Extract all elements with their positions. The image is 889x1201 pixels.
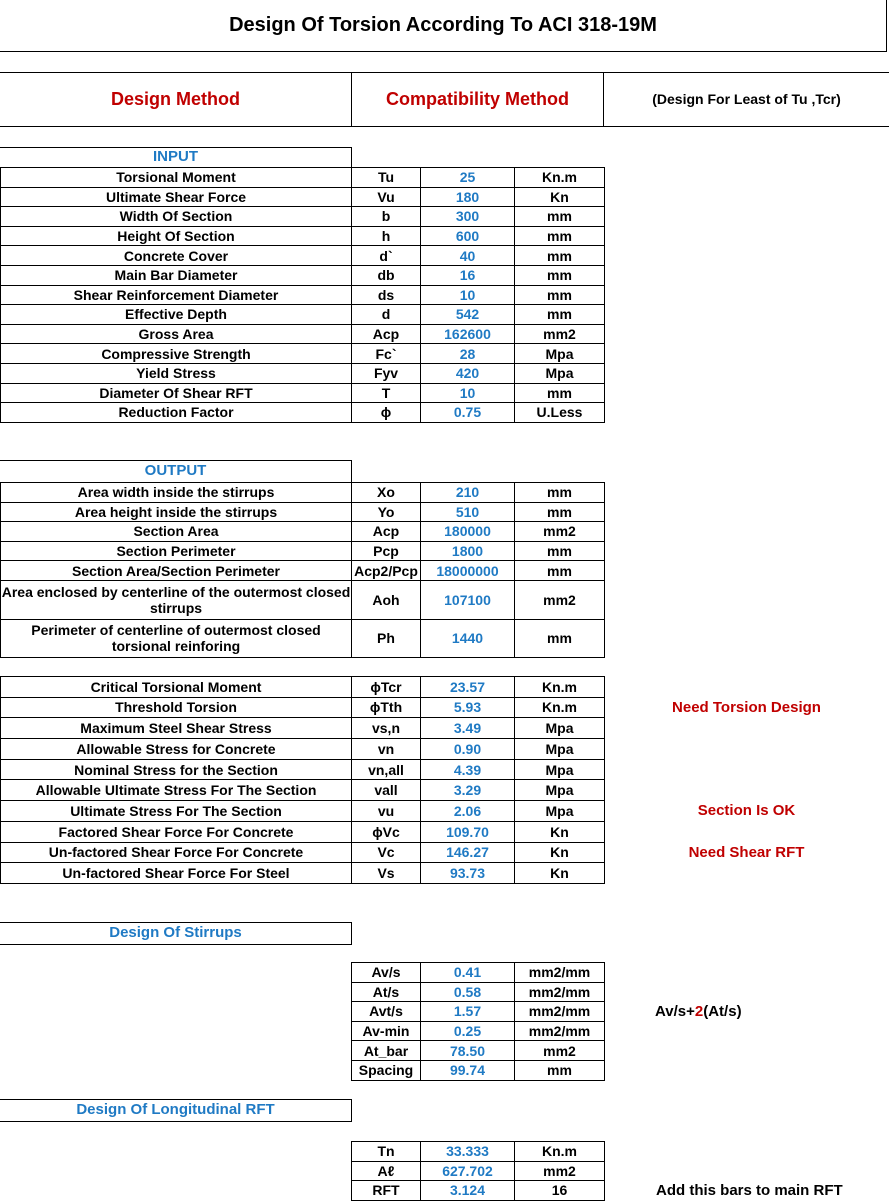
row-label: Torsional Moment xyxy=(1,168,352,188)
row-value[interactable]: 600 xyxy=(421,226,515,246)
row-unit: mm xyxy=(515,246,605,266)
input-header: INPUT xyxy=(0,147,352,168)
row-value[interactable]: 2.06 xyxy=(421,801,515,822)
row-unit: mm2/mm xyxy=(515,1021,605,1041)
table-row xyxy=(1,739,605,760)
check-status-note: Section Is OK xyxy=(697,802,796,820)
row-label: Area width inside the stirrups xyxy=(1,483,352,503)
longitudinal-header: Design Of Longitudinal RFT xyxy=(0,1099,352,1122)
table-row xyxy=(1,580,605,619)
row-label: Yield Stress xyxy=(1,363,352,383)
table-row xyxy=(352,982,605,1002)
table-row xyxy=(1,619,605,657)
row-label: Height Of Section xyxy=(1,226,352,246)
row-symbol: Aoh xyxy=(352,580,421,619)
row-symbol: ds xyxy=(352,285,421,305)
row-value[interactable]: 4.39 xyxy=(421,759,515,780)
row-value[interactable]: 10 xyxy=(421,383,515,403)
table-row xyxy=(1,502,605,522)
row-symbol: ϕ xyxy=(352,403,421,423)
row-symbol: Yo xyxy=(352,502,421,522)
table-row xyxy=(1,483,605,503)
row-symbol: d` xyxy=(352,246,421,266)
row-symbol: Ph xyxy=(352,619,421,657)
row-symbol: At/s xyxy=(352,982,421,1002)
row-unit: Kn xyxy=(515,842,605,863)
row-value[interactable]: 25 xyxy=(421,168,515,188)
row-value[interactable]: 3.49 xyxy=(421,718,515,739)
table-row xyxy=(352,963,605,983)
row-unit: Kn xyxy=(515,863,605,884)
row-symbol: db xyxy=(352,265,421,285)
row-value[interactable]: 78.50 xyxy=(421,1041,515,1061)
row-label: Factored Shear Force For Concrete xyxy=(1,821,352,842)
row-label: Section Perimeter xyxy=(1,541,352,561)
row-symbol: Vs xyxy=(352,863,421,884)
row-label: Critical Torsional Moment xyxy=(1,677,352,698)
row-unit: mm xyxy=(515,502,605,522)
table-row xyxy=(1,265,605,285)
formula-factor: 2 xyxy=(694,1003,704,1020)
row-label: Ultimate Shear Force xyxy=(1,187,352,207)
row-label: Reduction Factor xyxy=(1,403,352,423)
table-row xyxy=(1,718,605,739)
row-unit: mm2 xyxy=(515,324,605,344)
row-value[interactable]: 0.25 xyxy=(421,1021,515,1041)
row-unit: mm2/mm xyxy=(515,963,605,983)
table-row xyxy=(352,1161,605,1181)
row-unit: mm xyxy=(515,226,605,246)
row-value[interactable]: 420 xyxy=(421,363,515,383)
row-value[interactable]: 109.70 xyxy=(421,821,515,842)
table-row xyxy=(1,759,605,780)
table-row xyxy=(352,1002,605,1022)
row-unit: mm2 xyxy=(515,1041,605,1061)
row-symbol: vn,all xyxy=(352,759,421,780)
table-row xyxy=(1,541,605,561)
row-value[interactable]: 99.74 xyxy=(421,1060,515,1080)
table-row xyxy=(1,344,605,364)
row-symbol: Fyv xyxy=(352,363,421,383)
table-row xyxy=(1,821,605,842)
row-value[interactable]: 627.702 xyxy=(421,1161,515,1181)
longitudinal-note: Add this bars to main RFT xyxy=(656,1182,843,1199)
row-value[interactable]: 107100 xyxy=(421,580,515,619)
row-value[interactable]: 28 xyxy=(421,344,515,364)
row-label: Section Area xyxy=(1,522,352,542)
table-row xyxy=(1,780,605,801)
row-symbol: Acp2/Pcp xyxy=(352,561,421,581)
row-label: Main Bar Diameter xyxy=(1,265,352,285)
row-value[interactable]: 40 xyxy=(421,246,515,266)
row-value[interactable]: 3.29 xyxy=(421,780,515,801)
row-unit: Kn.m xyxy=(515,1142,605,1162)
row-unit: mm2/mm xyxy=(515,1002,605,1022)
table-row xyxy=(352,1142,605,1162)
row-label: Perimeter of centerline of outermost closed torsional reinforing xyxy=(1,619,352,657)
row-unit: Kn.m xyxy=(515,677,605,698)
row-symbol: Acp xyxy=(352,324,421,344)
row-label: Effective Depth xyxy=(1,305,352,325)
row-symbol: Aℓ xyxy=(352,1161,421,1181)
design-method-note: (Design For Least of Tu ,Tcr) xyxy=(603,72,889,127)
row-symbol: At_bar xyxy=(352,1041,421,1061)
row-symbol: Av-min xyxy=(352,1021,421,1041)
row-symbol: h xyxy=(352,226,421,246)
row-unit: mm2 xyxy=(515,580,605,619)
row-unit: 16 xyxy=(515,1181,605,1201)
design-method-value[interactable]: Compatibility Method xyxy=(351,72,604,127)
row-symbol: b xyxy=(352,207,421,227)
row-unit: Mpa xyxy=(515,718,605,739)
table-row xyxy=(1,363,605,383)
row-symbol: d xyxy=(352,305,421,325)
row-unit: Mpa xyxy=(515,780,605,801)
row-symbol: Xo xyxy=(352,483,421,503)
row-symbol: Spacing xyxy=(352,1060,421,1080)
table-row xyxy=(1,246,605,266)
row-value[interactable]: 16 xyxy=(421,265,515,285)
row-unit: mm xyxy=(515,285,605,305)
row-label: Shear Reinforcement Diameter xyxy=(1,285,352,305)
table-row xyxy=(1,863,605,884)
row-unit: Kn xyxy=(515,821,605,842)
row-symbol: vn xyxy=(352,739,421,760)
row-symbol: vs,n xyxy=(352,718,421,739)
row-label: Maximum Steel Shear Stress xyxy=(1,718,352,739)
row-unit: Mpa xyxy=(515,759,605,780)
row-value[interactable]: 33.333 xyxy=(421,1142,515,1162)
row-symbol: T xyxy=(352,383,421,403)
table-row xyxy=(1,842,605,863)
row-unit: Mpa xyxy=(515,363,605,383)
stirrups-table xyxy=(351,962,605,1081)
table-row xyxy=(1,383,605,403)
row-unit: mm xyxy=(515,541,605,561)
row-unit: Kn xyxy=(515,187,605,207)
row-label: Un-factored Shear Force For Concrete xyxy=(1,842,352,863)
formula-pre: Av/s+ xyxy=(655,1003,695,1020)
table-row xyxy=(1,207,605,227)
row-symbol: vu xyxy=(352,801,421,822)
row-unit: mm xyxy=(515,207,605,227)
row-symbol: Acp xyxy=(352,522,421,542)
row-value[interactable]: 23.57 xyxy=(421,677,515,698)
page-title: Design Of Torsion According To ACI 318-19M xyxy=(0,0,887,52)
checks-table xyxy=(0,676,605,884)
table-row xyxy=(1,561,605,581)
row-value[interactable]: 510 xyxy=(421,502,515,522)
row-unit: mm xyxy=(515,561,605,581)
row-unit: U.Less xyxy=(515,403,605,423)
row-symbol: Av/s xyxy=(352,963,421,983)
row-value[interactable]: 300 xyxy=(421,207,515,227)
row-symbol: ϕTcr xyxy=(352,677,421,698)
row-symbol: RFT xyxy=(352,1181,421,1201)
row-value[interactable]: 162600 xyxy=(421,324,515,344)
row-value[interactable]: 180 xyxy=(421,187,515,207)
row-label: Area enclosed by centerline of the outermost closed stirrups xyxy=(1,580,352,619)
row-value[interactable]: 1440 xyxy=(421,619,515,657)
row-unit: mm xyxy=(515,305,605,325)
row-unit: Mpa xyxy=(515,739,605,760)
row-value[interactable]: 1800 xyxy=(421,541,515,561)
row-unit: mm2 xyxy=(515,1161,605,1181)
row-value[interactable]: 146.27 xyxy=(421,842,515,863)
row-label: Section Area/Section Perimeter xyxy=(1,561,352,581)
table-row xyxy=(1,324,605,344)
row-symbol: vall xyxy=(352,780,421,801)
input-table xyxy=(0,167,605,423)
row-value[interactable]: 5.93 xyxy=(421,697,515,718)
table-row xyxy=(352,1041,605,1061)
row-unit: Mpa xyxy=(515,344,605,364)
table-row xyxy=(1,285,605,305)
row-symbol: Pcp xyxy=(352,541,421,561)
table-row xyxy=(352,1021,605,1041)
stirrups-header: Design Of Stirrups xyxy=(0,922,352,945)
table-row xyxy=(1,187,605,207)
row-value[interactable]: 0.58 xyxy=(421,982,515,1002)
table-row xyxy=(1,522,605,542)
row-label: Nominal Stress for the Section xyxy=(1,759,352,780)
row-symbol: Vc xyxy=(352,842,421,863)
table-row xyxy=(352,1060,605,1080)
row-label: Threshold Torsion xyxy=(1,697,352,718)
table-row xyxy=(1,801,605,822)
row-value[interactable]: 0.90 xyxy=(421,739,515,760)
row-unit: Mpa xyxy=(515,801,605,822)
row-value[interactable]: 180000 xyxy=(421,522,515,542)
design-method-label: Design Method xyxy=(0,72,352,127)
row-unit: mm xyxy=(515,619,605,657)
row-label: Diameter Of Shear RFT xyxy=(1,383,352,403)
row-value[interactable]: 0.41 xyxy=(421,963,515,983)
check-status-note: Need Torsion Design xyxy=(672,698,821,716)
table-row xyxy=(1,403,605,423)
table-row xyxy=(1,226,605,246)
output-header: OUTPUT xyxy=(0,460,352,483)
row-label: Allowable Ultimate Stress For The Section xyxy=(1,780,352,801)
row-label: Width Of Section xyxy=(1,207,352,227)
row-value[interactable]: 542 xyxy=(421,305,515,325)
row-unit: mm xyxy=(515,483,605,503)
row-unit: mm2 xyxy=(515,522,605,542)
row-label: Area height inside the stirrups xyxy=(1,502,352,522)
row-value[interactable]: 0.75 xyxy=(421,403,515,423)
row-symbol: Tn xyxy=(352,1142,421,1162)
row-label: Gross Area xyxy=(1,324,352,344)
formula-post: (At/s) xyxy=(703,1003,742,1020)
row-unit: Kn.m xyxy=(515,697,605,718)
row-label: Compressive Strength xyxy=(1,344,352,364)
row-symbol: Avt/s xyxy=(352,1002,421,1022)
row-symbol: Fc` xyxy=(352,344,421,364)
table-row xyxy=(1,697,605,718)
row-unit: mm xyxy=(515,383,605,403)
row-value[interactable]: 18000000 xyxy=(421,561,515,581)
stirrups-formula xyxy=(655,1003,742,1020)
row-label: Concrete Cover xyxy=(1,246,352,266)
row-value[interactable]: 10 xyxy=(421,285,515,305)
row-label: Ultimate Stress For The Section xyxy=(1,801,352,822)
row-unit: mm xyxy=(515,265,605,285)
row-value[interactable]: 93.73 xyxy=(421,863,515,884)
table-row xyxy=(1,168,605,188)
output-table xyxy=(0,482,605,658)
table-row xyxy=(1,305,605,325)
check-status-note: Need Shear RFT xyxy=(688,843,805,861)
row-label: Allowable Stress for Concrete xyxy=(1,739,352,760)
row-symbol: ϕTth xyxy=(352,697,421,718)
row-unit: mm xyxy=(515,1060,605,1080)
row-label: Un-factored Shear Force For Steel xyxy=(1,863,352,884)
longitudinal-table xyxy=(351,1141,605,1201)
row-value[interactable]: 3.124 xyxy=(421,1181,515,1201)
row-unit: Kn.m xyxy=(515,168,605,188)
row-value[interactable]: 210 xyxy=(421,483,515,503)
row-symbol: Tu xyxy=(352,168,421,188)
row-symbol: Vu xyxy=(352,187,421,207)
row-unit: mm2/mm xyxy=(515,982,605,1002)
row-symbol: ϕVc xyxy=(352,821,421,842)
row-value[interactable]: 1.57 xyxy=(421,1002,515,1022)
table-row xyxy=(1,677,605,698)
table-row xyxy=(352,1181,605,1201)
